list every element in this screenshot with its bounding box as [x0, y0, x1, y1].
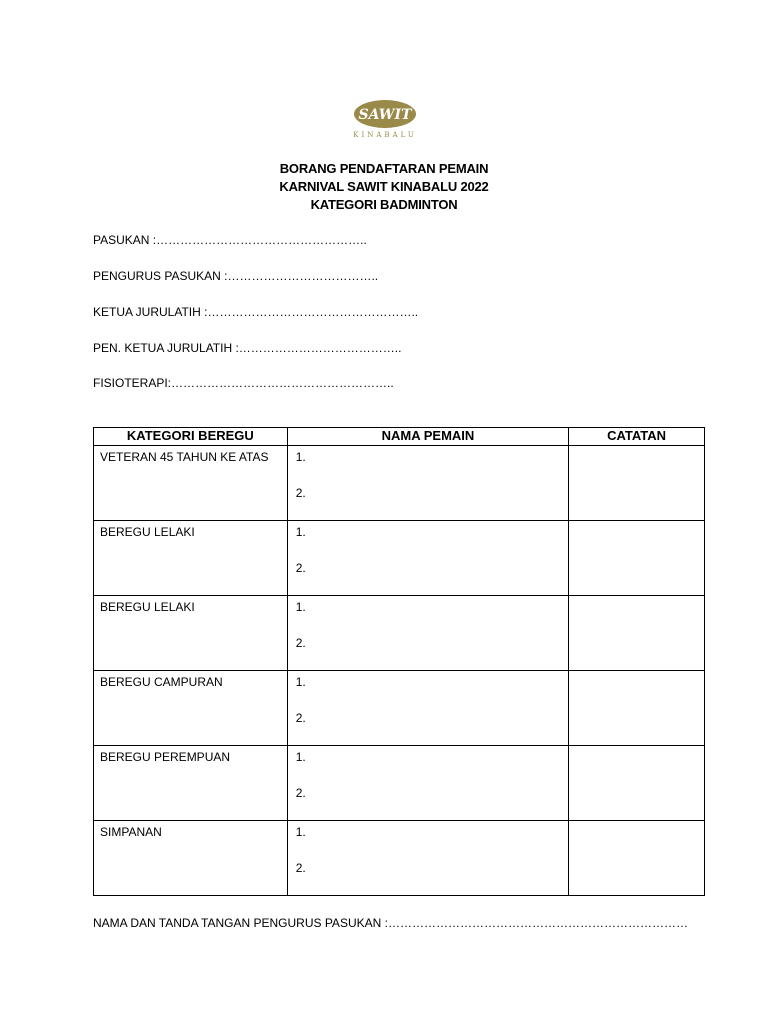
ketua-jurulatih-field[interactable]: KETUA JURULATIH :……………………………………………..: [93, 305, 419, 319]
table-row: [94, 746, 705, 821]
fisioterapi-field[interactable]: FISIOTERAPI:………………………………………………..: [93, 376, 394, 390]
logo-sub-text: KINABALU: [353, 131, 417, 139]
category-cell: VETERAN 45 TAHUN KE ATAS: [94, 446, 288, 521]
player-1-label: 1.: [295, 600, 306, 614]
title-line-1: BORANG PENDAFTARAN PEMAIN: [279, 161, 489, 176]
notes-cell[interactable]: [569, 821, 705, 896]
notes-cell[interactable]: [569, 446, 705, 521]
table-row: [94, 521, 705, 596]
pasukan-field[interactable]: PASUKAN :……………………………………………..: [93, 233, 367, 247]
player-2-label: 2.: [295, 861, 306, 875]
notes-cell[interactable]: [569, 671, 705, 746]
table-row: [94, 596, 705, 671]
category-cell: BEREGU CAMPURAN: [94, 671, 288, 746]
title-line-3: KATEGORI BADMINTON: [310, 197, 458, 212]
pengurus-pasukan-field[interactable]: PENGURUS PASUKAN :………………………………..: [93, 269, 379, 283]
player-names-cell[interactable]: [287, 746, 568, 821]
table-row: [94, 671, 705, 746]
player-1-label: 1.: [295, 825, 306, 839]
category-cell: BEREGU LELAKI: [94, 521, 288, 596]
notes-cell[interactable]: [569, 521, 705, 596]
title-line-2: KARNIVAL SAWIT KINABALU 2022: [279, 179, 489, 194]
logo-main-text: SAWIT: [358, 107, 412, 123]
player-names-cell[interactable]: [287, 446, 568, 521]
pen-ketua-jurulatih-field[interactable]: PEN. KETUA JURULATIH :…………………………………..: [93, 341, 402, 355]
table-row: [94, 446, 705, 521]
signature-field[interactable]: NAMA DAN TANDA TANGAN PENGURUS PASUKAN :…………………………………………………………………: [93, 916, 688, 930]
player-names-cell[interactable]: [287, 821, 568, 896]
player-2-label: 2.: [295, 636, 306, 650]
header-nama-pemain: NAMA PEMAIN: [287, 428, 568, 446]
form-title-block: [0, 160, 768, 214]
player-names-cell[interactable]: [287, 596, 568, 671]
category-cell: SIMPANAN: [94, 821, 288, 896]
player-names-cell[interactable]: [287, 521, 568, 596]
player-names-cell[interactable]: [287, 671, 568, 746]
player-2-label: 2.: [295, 486, 306, 500]
header-catatan: CATATAN: [569, 428, 705, 446]
header-kategori-beregu: KATEGORI BEREGU: [94, 428, 288, 446]
player-2-label: 2.: [295, 786, 306, 800]
table-header-row: [94, 428, 705, 446]
player-1-label: 1.: [295, 525, 306, 539]
registration-table: [93, 427, 705, 896]
player-1-label: 1.: [295, 675, 306, 689]
category-cell: BEREGU LELAKI: [94, 596, 288, 671]
category-cell: BEREGU PEREMPUAN: [94, 746, 288, 821]
player-2-label: 2.: [295, 561, 306, 575]
player-1-label: 1.: [295, 750, 306, 764]
player-1-label: 1.: [295, 450, 306, 464]
sawit-kinabalu-logo: [350, 98, 420, 142]
notes-cell[interactable]: [569, 746, 705, 821]
table-row: [94, 821, 705, 896]
player-2-label: 2.: [295, 711, 306, 725]
notes-cell[interactable]: [569, 596, 705, 671]
